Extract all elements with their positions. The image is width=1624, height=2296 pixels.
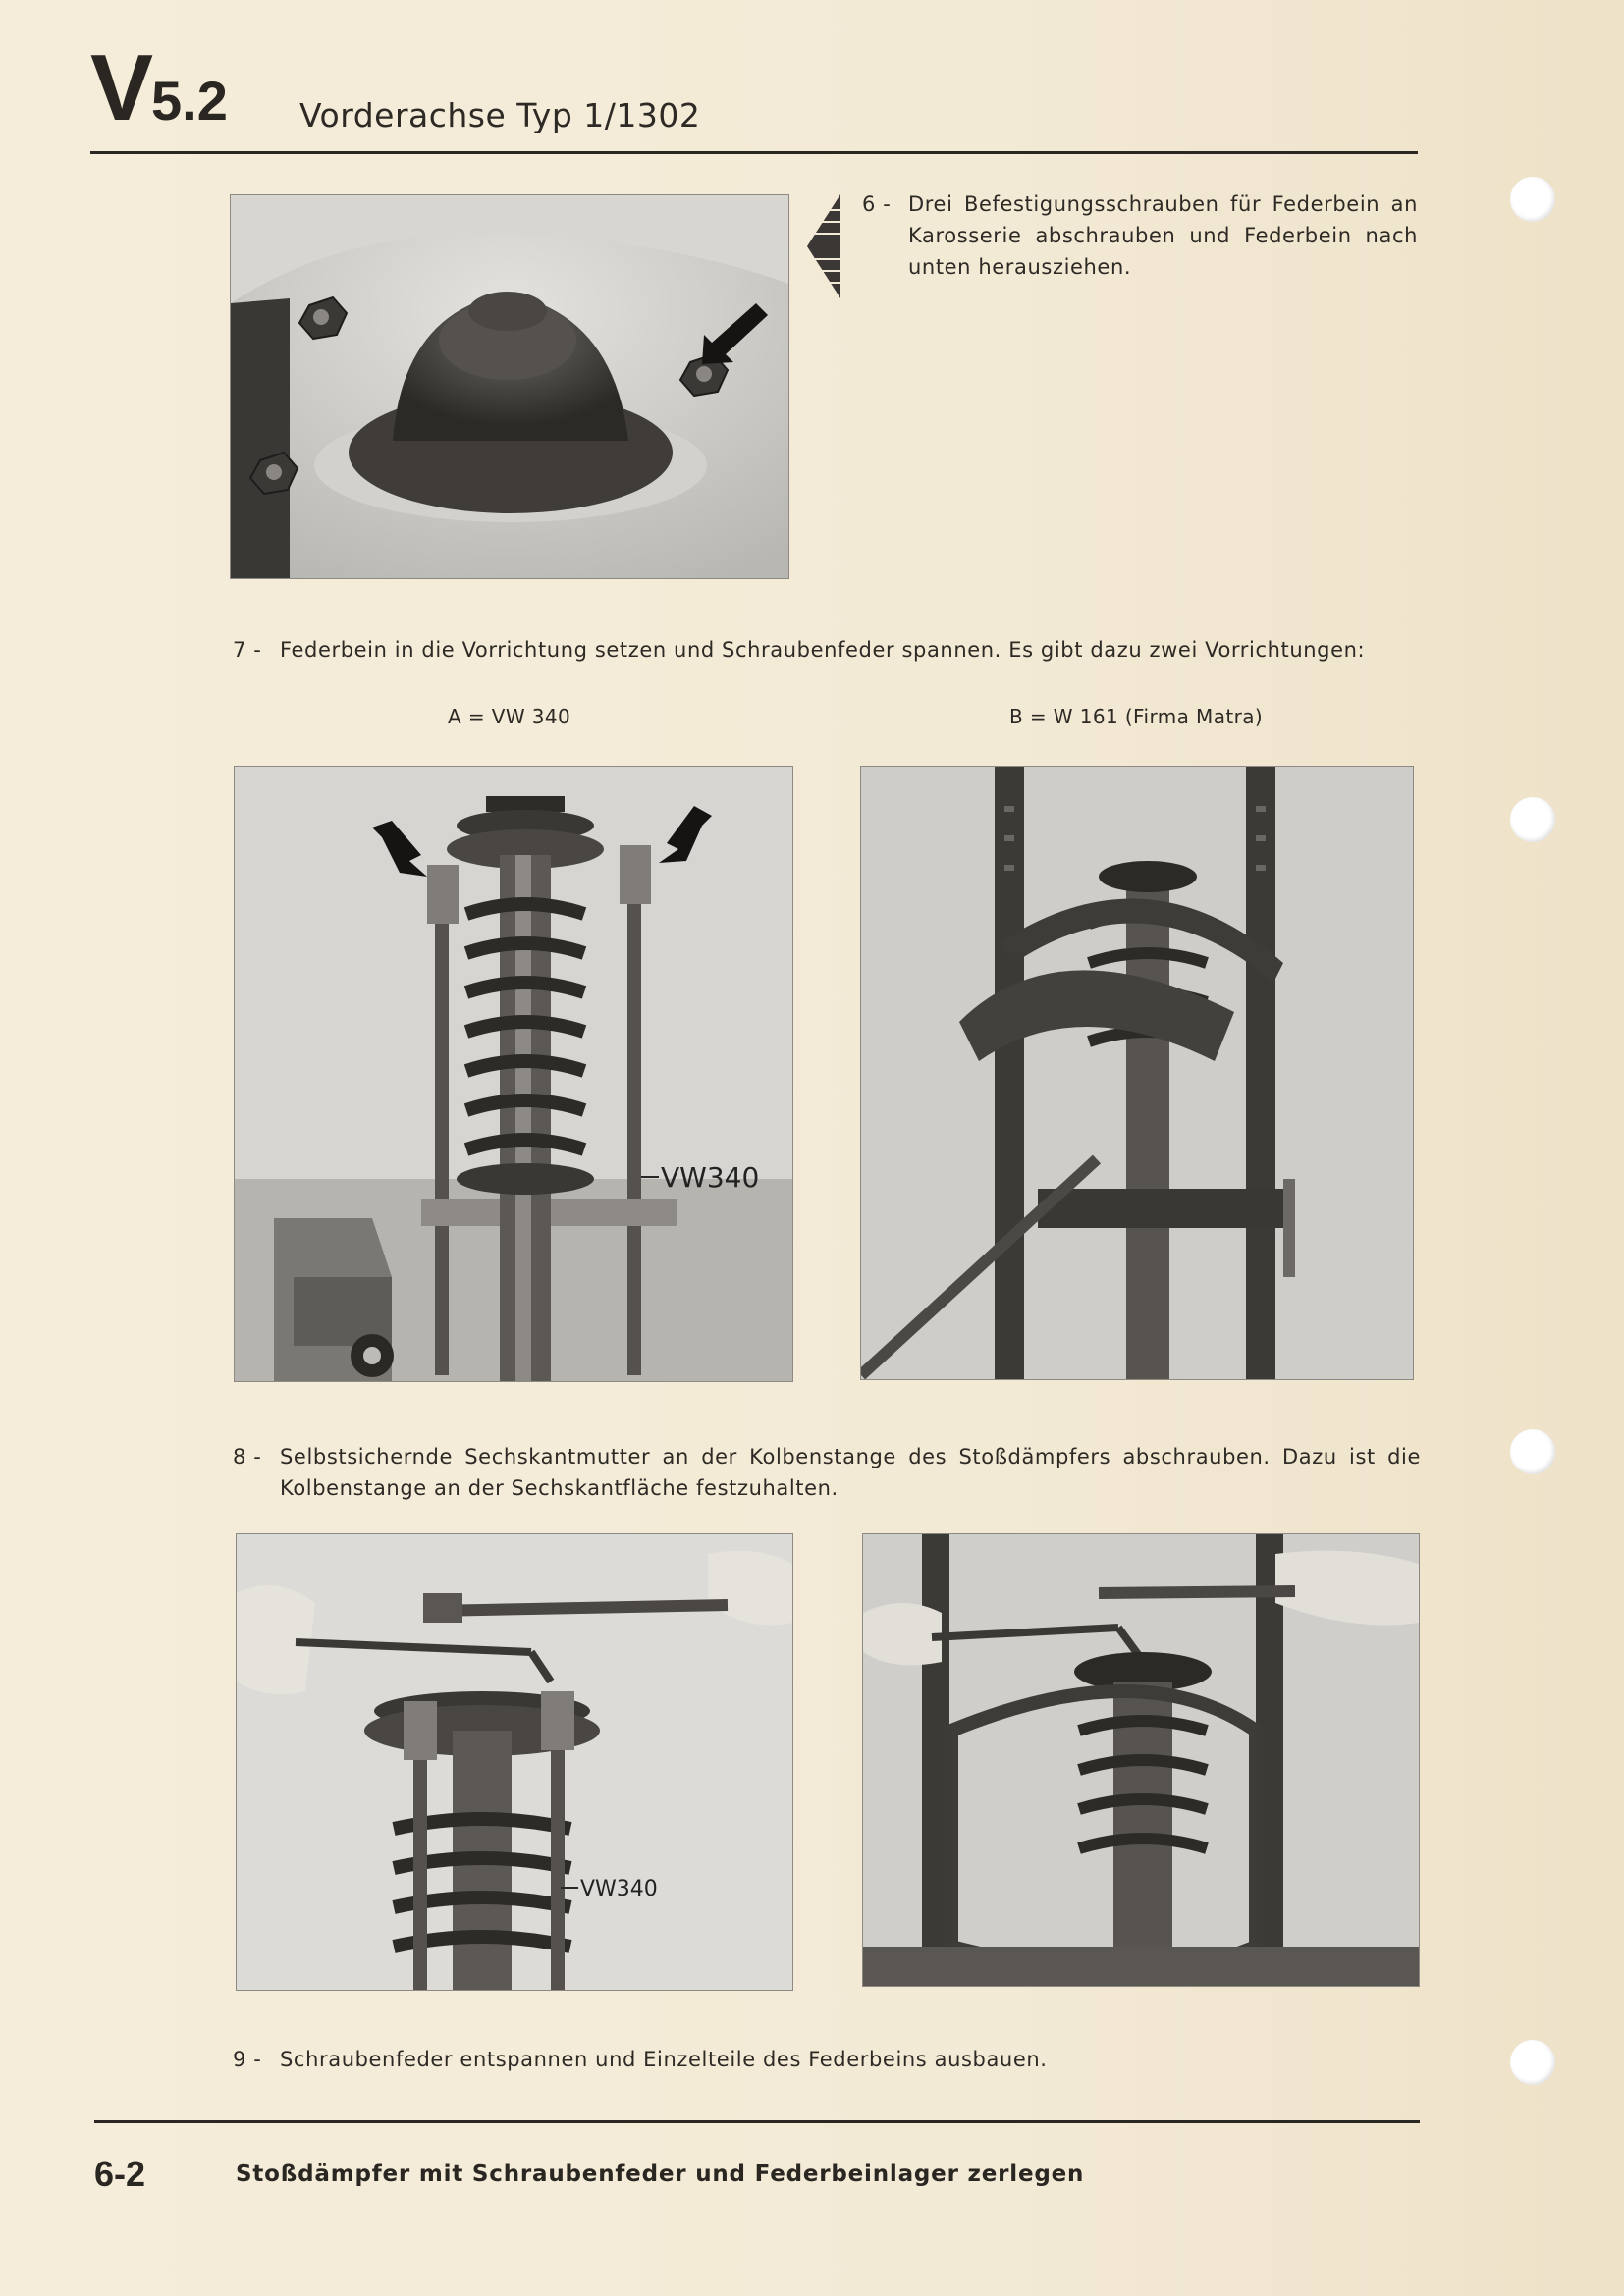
step-text: Selbstsichernde Sechskantmutter an der Kolbenstange des Stoßdämpfers abschrauben. Dazu ist die Kolbenstange an der Sechskantfläche festzuhalten. — [280, 1445, 1421, 1500]
pointer-arrow-icon — [805, 192, 842, 302]
page-number-text: 6-2 — [94, 2154, 146, 2194]
vw340-label: VW340 — [580, 1877, 658, 1901]
caption-tool-a: A = VW 340 — [448, 705, 571, 728]
photo-tool-w161 — [860, 766, 1414, 1380]
punch-hole — [1510, 2040, 1555, 2085]
section-code — [90, 35, 228, 140]
step-text: Federbein in die Vorrichtung setzen und Schraubenfeder spannen. Es gibt dazu zwei Vorrichtungen: — [280, 638, 1366, 662]
page-number — [94, 2154, 145, 2195]
step-8 — [233, 1441, 1421, 1504]
step-9 — [233, 2044, 1421, 2075]
step-number: 8 - — [233, 1445, 262, 1468]
footer-rule — [94, 2120, 1420, 2123]
step-text: Schraubenfeder entspannen und Einzelteile des Federbeins ausbauen. — [280, 2048, 1048, 2071]
photo-wrench-w161 — [862, 1533, 1420, 1987]
step-number: 9 - — [233, 2048, 262, 2071]
caption-tool-b: B = W 161 (Firma Matra) — [1009, 705, 1264, 728]
punch-hole — [1510, 1429, 1555, 1474]
step-number: 6 - — [862, 192, 892, 216]
section-code-number: 5.2 — [151, 70, 228, 132]
photo-tool-vw340 — [234, 766, 793, 1382]
page-title: Vorderachse Typ 1/1302 — [299, 96, 701, 134]
punch-hole — [1510, 177, 1555, 222]
photo-strut-mount — [230, 194, 789, 579]
footer-title: Stoßdämpfer mit Schraubenfeder und Federbeinlager zerlegen — [236, 2162, 1085, 2187]
step-number: 7 - — [233, 638, 262, 662]
vw340-label: VW340 — [661, 1161, 760, 1194]
step-6 — [862, 188, 1418, 283]
punch-hole — [1510, 797, 1555, 842]
step-text: Drei Befestigungsschrauben für Federbein an Karosserie abschrauben und Federbein nach unten herausziehen. — [908, 192, 1418, 279]
step-7 — [233, 634, 1421, 666]
photo-wrench-vw340 — [236, 1533, 793, 1991]
section-code-letter: V — [90, 35, 152, 140]
header-rule — [90, 151, 1418, 154]
